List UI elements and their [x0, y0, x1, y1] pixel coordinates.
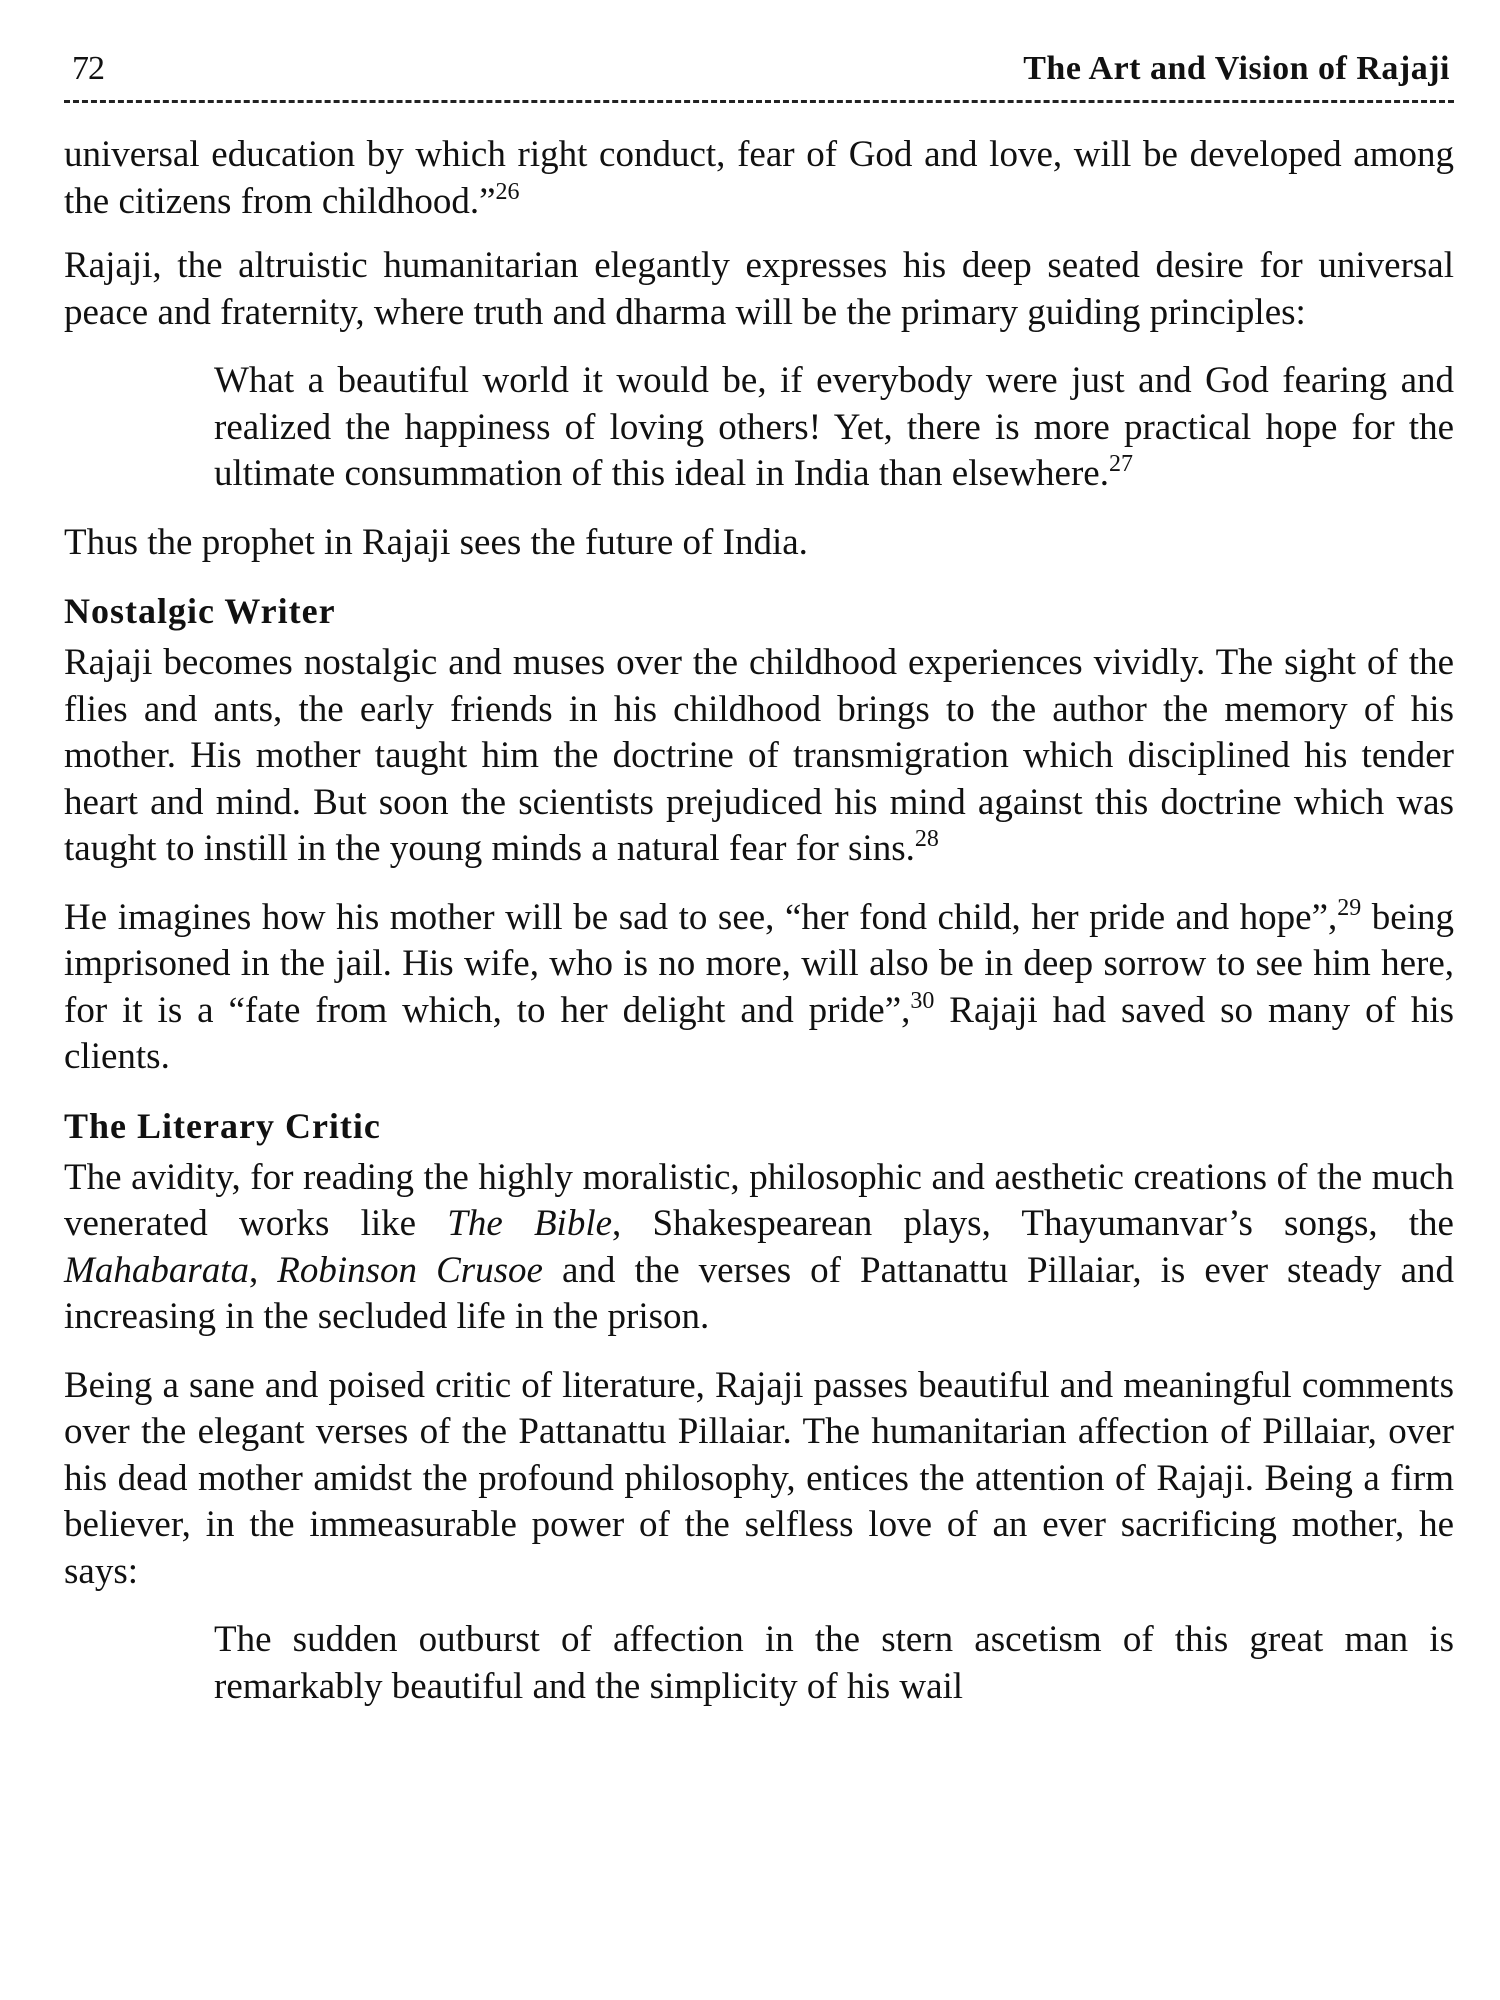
page-header	[64, 40, 1454, 103]
block-quote-1: What a beautiful world it would be, if everybody were just and God fearing and realized the happiness of loving others! Yet, there is more practical hope for the ultimate consummation of this ideal in India than elsewhere.$^{27}$	[214, 360, 1454, 494]
paragraph-6: The avidity, for reading the highly moralistic, philosophic and aesthetic creations of the much venerated works like The Bible, Shakespearean plays, Thayumanvar’s songs, the Mahabarata, Robinson Crusoe and the verses of Pattanattu Pillaiar, is ever steady and increasing in the secluded life in the prison.	[64, 1156, 1455, 1337]
footnote-ref-26: 26	[495, 178, 520, 205]
title-the-bible: The Bible	[447, 1203, 613, 1244]
page-number: 72	[72, 50, 104, 87]
paragraph-4: Rajaji becomes nostalgic and muses over the childhood experiences vividly. The sight of the flies and ants, the early friends in his childhood brings to the author the memory of his mother. His mother taught him the doctrine of transmigration which disciplined his tender heart and mind. But soon the scientists prejudiced his mind against this doctrine which was taught to instill in the young minds a natural fear for sins.$^{28}$	[64, 642, 1454, 869]
running-title: The Art and Vision of Rajaji	[1023, 50, 1450, 87]
block-quote-2: The sudden outburst of affection in the stern ascetism of this great man is remarkably beautiful and the simplicity of his wail	[214, 1619, 1454, 1707]
paragraph-5: He imagines how his mother will be sad to see, “her fond child, her pride and hope”,$^{29}$ being imprisoned in the jail. His wife, who is no more, will also be in deep sorrow to see him here, for it is a “fate from which, to her delight and pride”,$^{30}$ Rajaji had saved so many of his clients.	[64, 894, 1454, 1077]
title-robinson-crusoe: Robinson Crusoe	[277, 1249, 543, 1291]
footnote-ref-30: 30	[910, 987, 935, 1014]
footnote-ref-29: 29	[1337, 894, 1362, 921]
section-heading-nostalgic-writer: Nostalgic Writer	[64, 591, 336, 631]
footnote-ref-27: 27	[1108, 451, 1133, 477]
paragraph-7: Being a sane and poised critic of literature, Rajaji passes beautiful and meaningful comments over the elegant verses of the Pattanattu Pillaiar. The humanitarian affection of Pillaiar, over his dead mother amidst the profound philosophy, entices the attention of Rajaji. Being a firm believer, in the immeasurable power of the selfless love of an ever sacrificing mother, he says:	[64, 1364, 1454, 1592]
title-mahabarata: Mahabarata	[64, 1249, 249, 1291]
page-body	[64, 132, 1454, 1732]
paragraph-1: universal education by which right conduct, fear of God and love, will be developed among the citizens from childhood.”$^{26}$	[64, 134, 1454, 222]
section-heading-literary-critic: The Literary Critic	[64, 1105, 381, 1146]
paragraph-2: Rajaji, the altruistic humanitarian elegantly expresses his deep seated desire for universal peace and fraternity, where truth and dharma will be the primary guiding principles:	[64, 245, 1454, 333]
footnote-ref-28: 28	[914, 826, 939, 852]
paragraph-3: Thus the prophet in Rajaji sees the future of India.	[64, 521, 808, 563]
